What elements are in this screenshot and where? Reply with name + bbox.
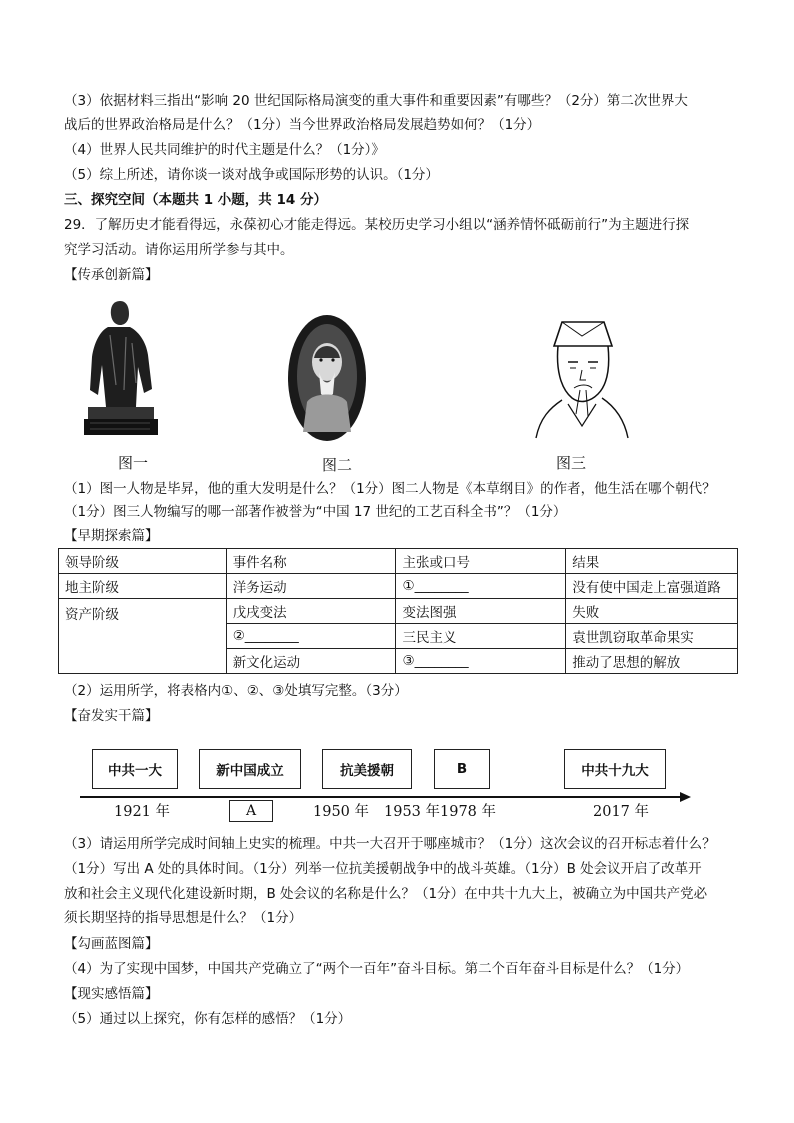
table-header-cell: 主张或口号 bbox=[396, 549, 566, 574]
figure-3-portrait-drawing bbox=[532, 318, 632, 442]
timeline-box-b[interactable]: B bbox=[434, 749, 490, 789]
part2-q5: （5）综上所述，请你谈一谈对战争或国际形势的认识。（1分） bbox=[64, 167, 439, 183]
timeline-year-1953: 1953 年 bbox=[384, 804, 441, 820]
table-cell-slogan[interactable]: ③________ bbox=[396, 649, 566, 674]
timeline-year-2017: 2017 年 bbox=[593, 804, 650, 820]
table-row bbox=[59, 574, 738, 599]
table-cell-class: 地主阶级 bbox=[59, 574, 227, 599]
strive-q3-line3: 放和社会主义现代化建设新时期，B 处会议的名称是什么？（1分）在中共十九大上，被确立为中国共产党必 bbox=[64, 886, 708, 902]
timeline-box-prc-founding: 新中国成立 bbox=[199, 749, 301, 789]
table-cell-event: 戊戌变法 bbox=[226, 599, 396, 624]
explore-table bbox=[58, 548, 738, 674]
table-cell-event[interactable]: ②________ bbox=[226, 624, 396, 649]
reality-label: 【现实感悟篇】 bbox=[64, 986, 159, 1002]
part2-q3-line1: （3）依据材料三指出“影响 20 世纪国际格局演变的重大事件和重要因素”有哪些？（2分）第二次世界大 bbox=[64, 93, 688, 109]
timeline-year-1921: 1921 年 bbox=[114, 804, 171, 820]
table-cell-event: 新文化运动 bbox=[226, 649, 396, 674]
reality-q5: （5）通过以上探究，你有怎样的感悟？（1分） bbox=[64, 1011, 352, 1027]
strive-q3-line2: （1分）写出 A 处的具体时间。（1分）列举一位抗美援朝战争中的战斗英雄。（1分）B 处会议开启了改革开 bbox=[64, 861, 702, 877]
figure-3-caption: 图三 bbox=[556, 454, 587, 472]
strive-label: 【奋发实干篇】 bbox=[64, 708, 159, 724]
inherit-label: 【传承创新篇】 bbox=[64, 267, 159, 283]
strive-q3-line1: （3）请运用所学完成时间轴上史实的梳理。中共一大召开于哪座城市？（1分）这次会议的召开标志着什么？ bbox=[64, 836, 716, 852]
explore-label: 【早期探索篇】 bbox=[64, 528, 159, 544]
table-cell-result: 失败 bbox=[566, 599, 738, 624]
table-row bbox=[59, 599, 738, 624]
table-cell-slogan: 三民主义 bbox=[396, 624, 566, 649]
timeline-box-cpc-first-congress: 中共一大 bbox=[92, 749, 178, 789]
figure-1-statue-image bbox=[80, 295, 160, 440]
table-header-row bbox=[59, 549, 738, 574]
timeline-marker-a[interactable]: A bbox=[229, 800, 273, 822]
table-cell-result: 推动了思想的解放 bbox=[566, 649, 738, 674]
blueprint-label: 【勾画蓝图篇】 bbox=[64, 936, 159, 952]
table-header-cell: 结果 bbox=[566, 549, 738, 574]
figure-1-caption: 图一 bbox=[118, 454, 149, 472]
table-cell-slogan[interactable]: ①________ bbox=[396, 574, 566, 599]
part2-q3-line2: 战后的世界政治格局是什么？（1分）当今世界政治格局发展趋势如何？（1分） bbox=[64, 117, 541, 133]
table-cell-slogan: 变法图强 bbox=[396, 599, 566, 624]
timeline-box-19th-congress: 中共十九大 bbox=[564, 749, 666, 789]
table-cell-result: 袁世凯窃取革命果实 bbox=[566, 624, 738, 649]
section3-intro-line1: 29．了解历史才能看得远，永葆初心才能走得远。某校历史学习小组以“涵养情怀砥砺前行”为主题进行探 bbox=[64, 217, 690, 233]
inherit-q1-line1: （1）图一人物是毕昇，他的重大发明是什么？（1分）图二人物是《本草纲目》的作者，他生活在哪个朝代？ bbox=[64, 481, 716, 497]
table-cell-result: 没有使中国走上富强道路 bbox=[566, 574, 738, 599]
timeline-year-1978: 1978 年 bbox=[440, 804, 497, 820]
explore-q2: （2）运用所学，将表格内①、②、③处填写完整。（3分） bbox=[64, 683, 408, 699]
figure-2-portrait-image bbox=[287, 314, 367, 442]
timeline-year-1950: 1950 年 bbox=[313, 804, 370, 820]
table-cell-event: 洋务运动 bbox=[226, 574, 396, 599]
figure-2-caption: 图二 bbox=[322, 456, 353, 474]
blueprint-q4: （4）为了实现中国梦，中国共产党确立了“两个一百年”奋斗目标。第二个百年奋斗目标是什么？（1分） bbox=[64, 961, 690, 977]
table-cell-class: 资产阶级 bbox=[59, 599, 227, 674]
section3-intro-line2: 究学习活动。请你运用所学参与其中。 bbox=[64, 242, 294, 258]
part2-q4: （4）世界人民共同维护的时代主题是什么？（1分）》 bbox=[64, 142, 385, 158]
section3-heading: 三、探究空间（本题共 1 小题，共 14 分） bbox=[64, 192, 327, 208]
table-header-cell: 事件名称 bbox=[226, 549, 396, 574]
table-header-cell: 领导阶级 bbox=[59, 549, 227, 574]
strive-q3-line4: 须长期坚持的指导思想是什么？（1分） bbox=[64, 910, 303, 926]
timeline-box-korean-war: 抗美援朝 bbox=[322, 749, 412, 789]
inherit-q1-line2: （1分）图三人物编写的哪一部著作被誉为“中国 17 世纪的工艺百科全书”？（1分） bbox=[64, 504, 567, 520]
